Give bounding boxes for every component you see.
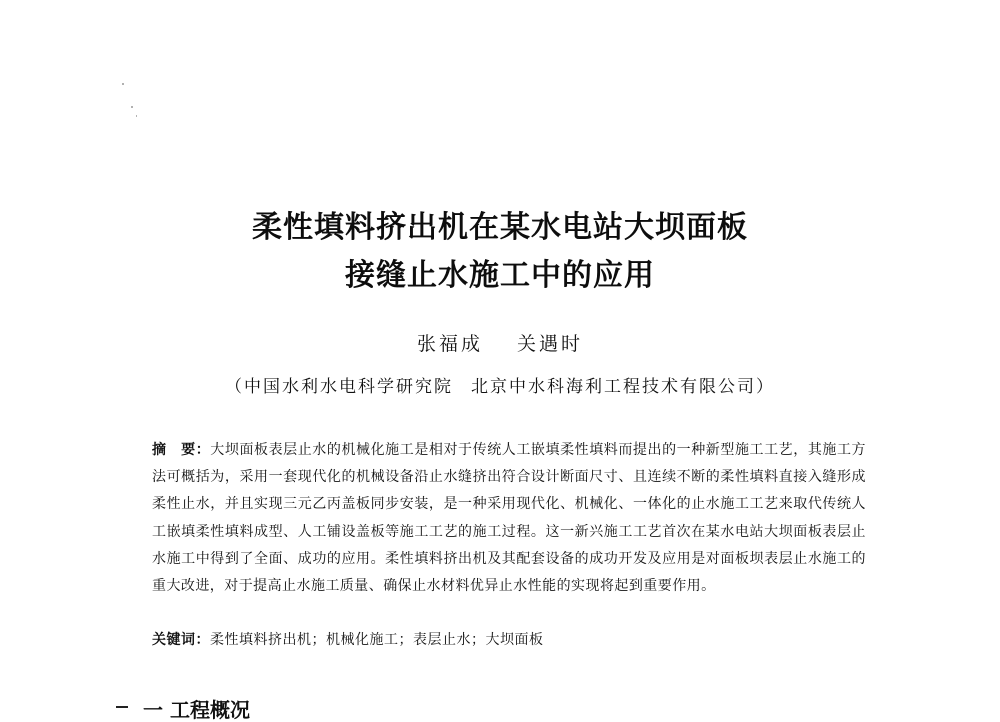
keywords-label: 关键词：: [152, 632, 210, 648]
author-name: 关遇时: [517, 333, 584, 355]
section-heading-partial: 一 工程概况: [143, 698, 250, 722]
abstract-label: 摘 要：: [152, 442, 211, 458]
section-mark: [116, 706, 128, 708]
affiliation-close-paren: ）: [756, 377, 775, 397]
paper-title-line-2: 接缝止水施工中的应用: [345, 258, 655, 293]
affiliation-org-2: 北京中水科海利工程技术有限公司: [471, 377, 756, 397]
keywords-text: 柔性填料挤出机；机械化施工；表层止水；大坝面板: [210, 632, 544, 648]
keywords-line: [152, 627, 866, 654]
paper-title-line-1: 柔性填料挤出机在某水电站大坝面板: [252, 210, 748, 245]
affiliation-open-paren: （: [225, 377, 244, 397]
author-list: [0, 329, 1000, 356]
affiliation: [0, 372, 1000, 397]
scan-speck: [136, 115, 137, 117]
scan-speck: [122, 83, 124, 85]
abstract-paragraph: [152, 437, 866, 600]
affiliation-org-1: 中国水利水电科学研究院: [244, 377, 453, 397]
author-name: 张福成: [416, 333, 483, 355]
scan-speck: [131, 106, 133, 108]
abstract-text: 大坝面板表层止水的机械化施工是相对于传统人工嵌填柔性填料而提出的一种新型施工工艺，其施工方法可概括为，采用一套现代化的机械设备沿止水缝挤出符合设计断面尺寸、且连续不断的柔性填料直接入缝形成柔性止水，并且实现三元乙丙盖板同步安装，是一种采用现代化、机械化、一体化的止水施工工艺来取代传统人工嵌填柔性填料成型、人工铺设盖板等施工工艺的施工过程。这一新兴施工工艺首次在某水电站大坝面板表层止水施工中得到了全面、成功的应用。柔性填料挤出机及其配套设备的成功开发及应用是对面板坝表层止水施工的重大改进，对于提高止水施工质量、确保止水材料优异止水性能的实现将起到重要作用。: [152, 442, 866, 595]
